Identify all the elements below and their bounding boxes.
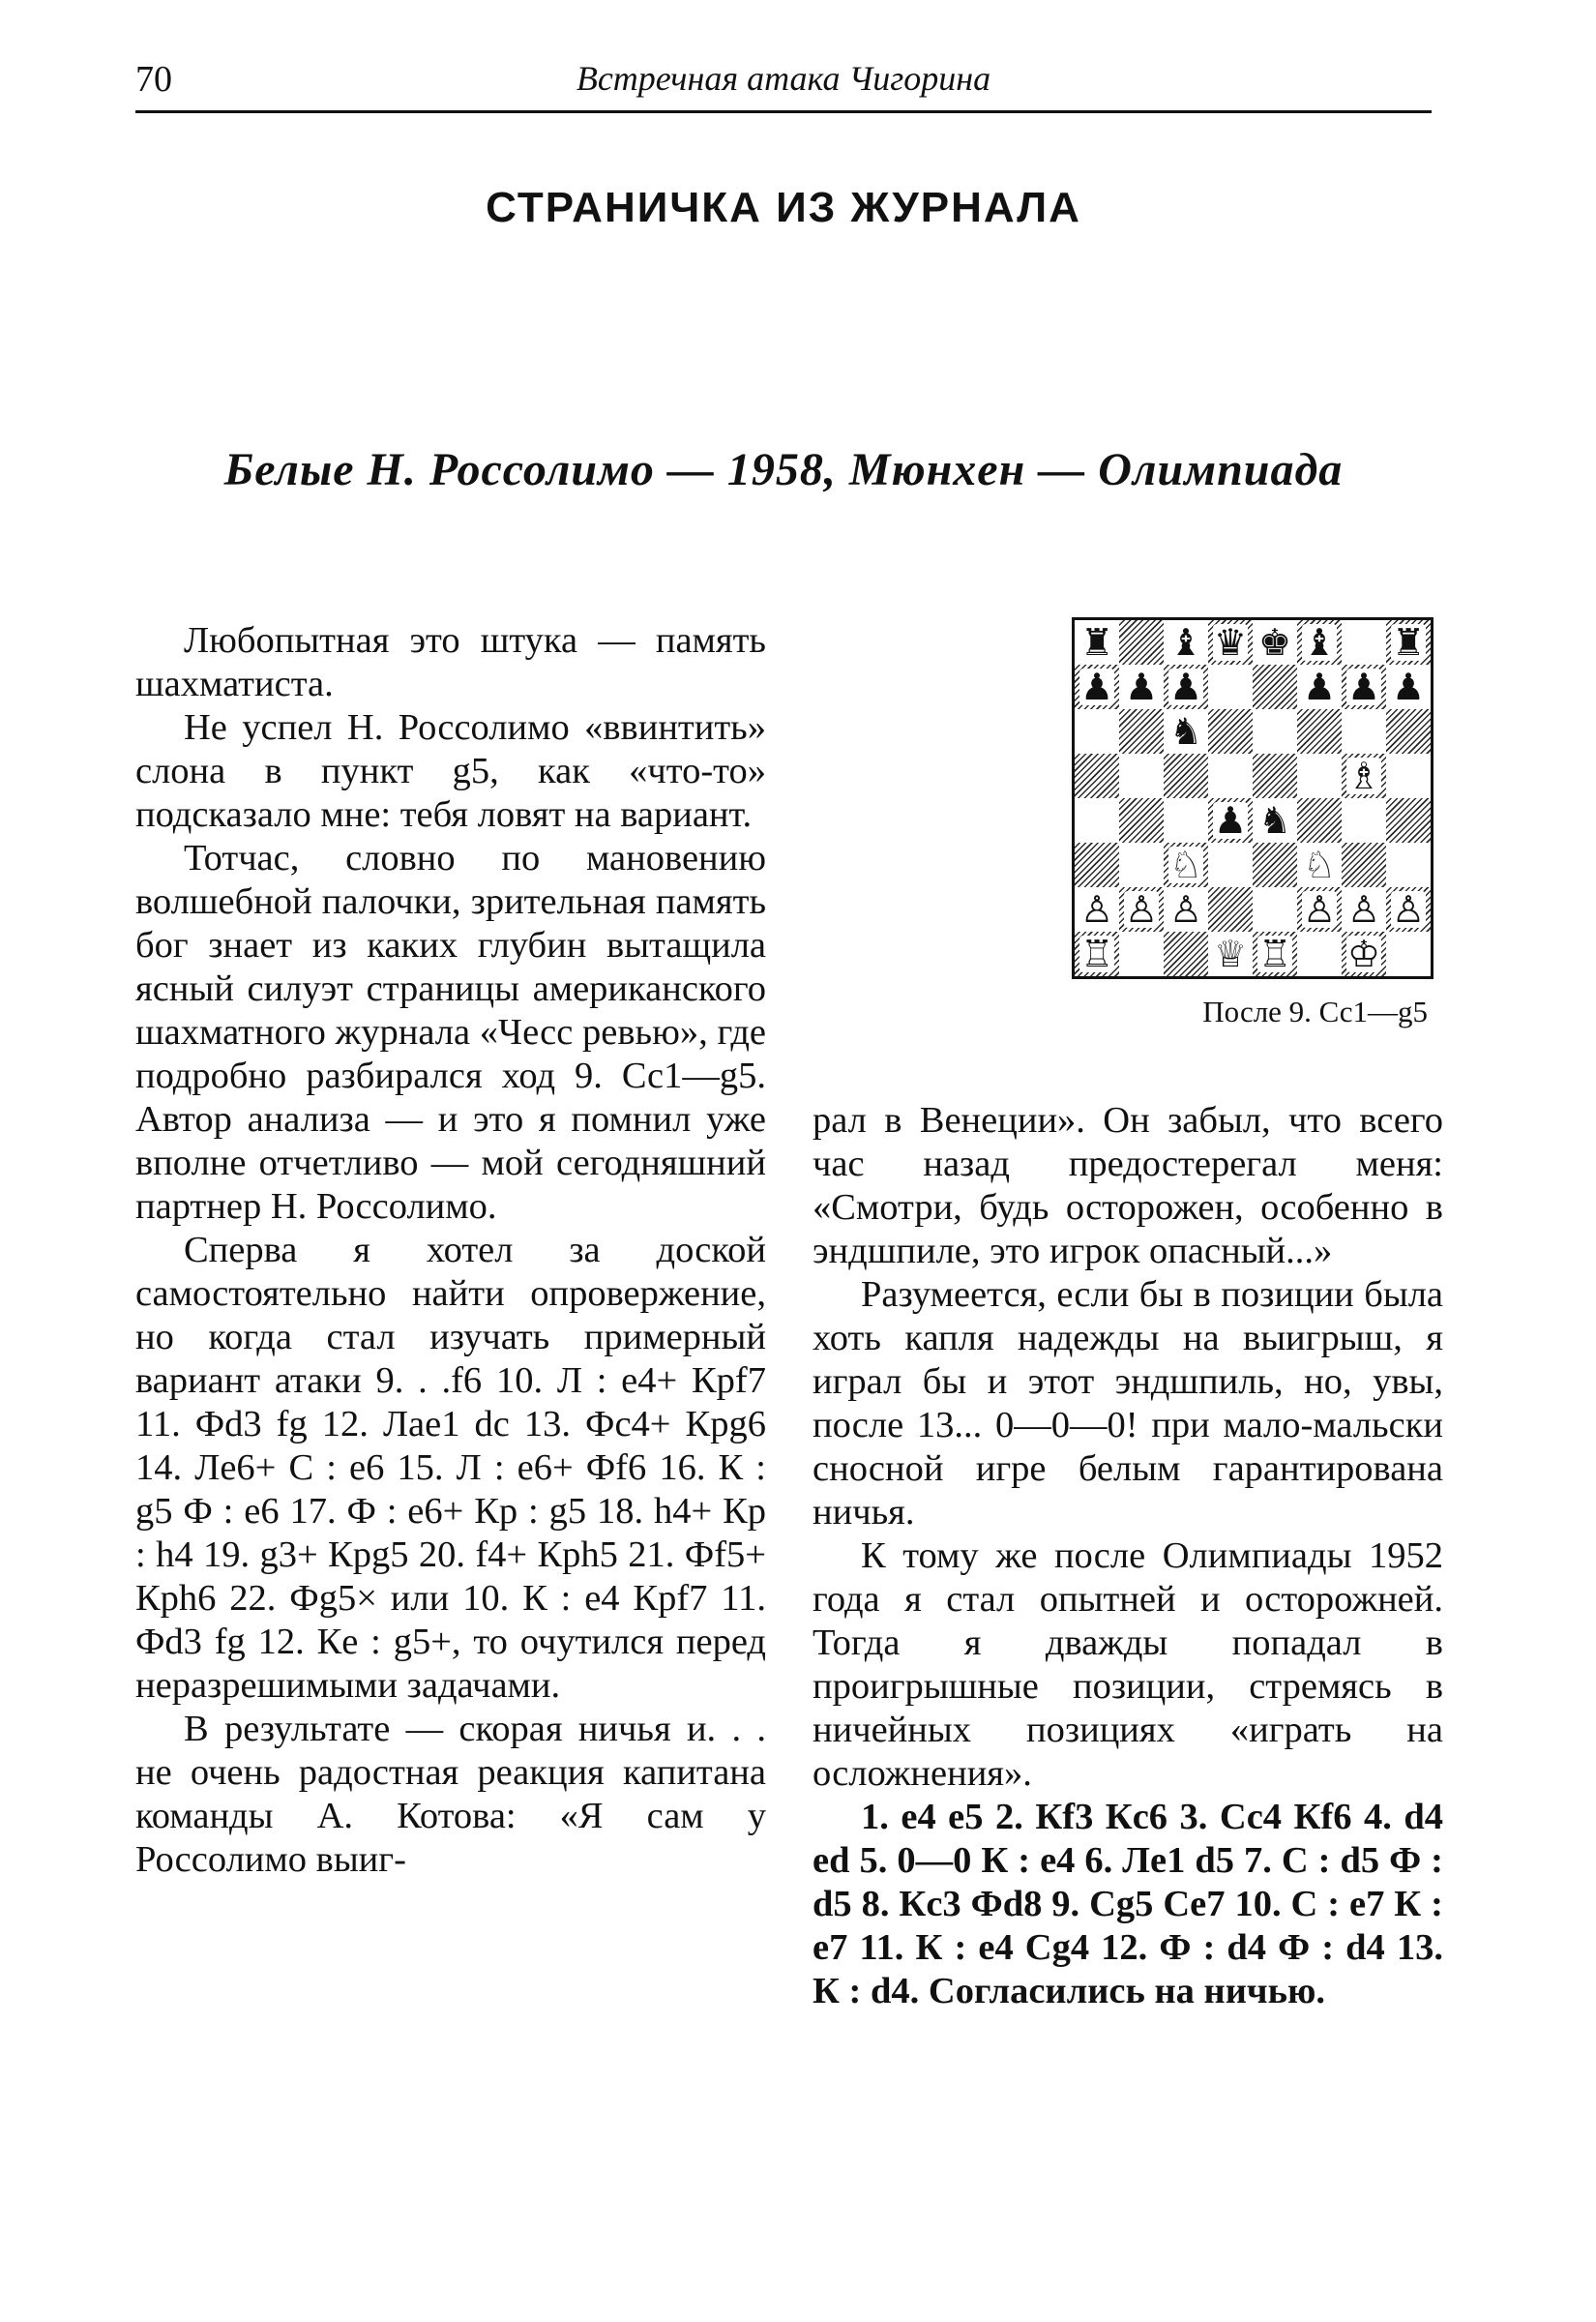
square-d8 — [1208, 620, 1253, 665]
chess-piece-icon: ♙ — [1302, 888, 1337, 931]
square-a8 — [1075, 620, 1119, 665]
square-c2 — [1164, 887, 1208, 932]
square-a3 — [1075, 843, 1119, 887]
chess-piece-icon: ♝ — [1168, 621, 1203, 664]
square-b2 — [1119, 887, 1164, 932]
chess-piece-icon: ♟ — [1391, 666, 1426, 708]
square-a5 — [1075, 754, 1119, 798]
square-c3 — [1164, 843, 1208, 887]
square-f3 — [1297, 843, 1342, 887]
square-d4 — [1208, 798, 1253, 843]
right-column — [813, 1099, 1443, 2013]
square-a4 — [1075, 798, 1119, 843]
square-e1 — [1253, 932, 1297, 976]
square-b8 — [1119, 620, 1164, 665]
chess-piece-icon: ♙ — [1346, 888, 1381, 931]
chess-piece-icon: ♖ — [1257, 933, 1292, 975]
diagram-caption: После 9. Сс1—g5 — [1202, 995, 1428, 1028]
paragraph: Любопытная это штука — память шахматиста. — [135, 620, 766, 704]
paragraph: В результате — скорая ничья и. . . не очень радостная реакция капитана команды А. Котова: «Я сам у Россолимо выиг- — [135, 1709, 766, 1880]
chess-piece-icon: ♟ — [1079, 666, 1114, 708]
chess-piece-icon: ♙ — [1391, 888, 1426, 931]
square-h2 — [1386, 887, 1431, 932]
square-c5 — [1164, 754, 1208, 798]
chess-piece-icon: ♟ — [1213, 799, 1248, 842]
square-g2 — [1342, 887, 1386, 932]
square-h8 — [1386, 620, 1431, 665]
square-g5 — [1342, 754, 1386, 798]
square-c6 — [1164, 709, 1208, 754]
square-d6 — [1208, 709, 1253, 754]
square-e7 — [1253, 665, 1297, 709]
paragraph: Не успел Н. Россолимо «ввинтить» слона в пункт g5, как «что-то» подсказало мне: тебя ловят на вариант. — [135, 707, 766, 835]
square-g7 — [1342, 665, 1386, 709]
chess-piece-icon: ♖ — [1079, 933, 1114, 975]
square-h6 — [1386, 709, 1431, 754]
chess-piece-icon: ♙ — [1079, 888, 1114, 931]
square-e8 — [1253, 620, 1297, 665]
square-b5 — [1119, 754, 1164, 798]
square-b4 — [1119, 798, 1164, 843]
square-c1 — [1164, 932, 1208, 976]
square-a2 — [1075, 887, 1119, 932]
square-e4 — [1253, 798, 1297, 843]
square-h5 — [1386, 754, 1431, 798]
square-d1 — [1208, 932, 1253, 976]
square-g3 — [1342, 843, 1386, 887]
paragraph: Сперва я хотел за доской самостоятельно найти опровержение, но когда стал изучать примерный вариант атаки 9. . .f6 10. Л : e4+ Крf7 11. Фd3 fg 12. Лae1 dc 13. Фс4+ Крg6 14. Лe6+ С : e6 15. Л : e6+ Фf6 16. К : g5 Ф : e6 17. Ф : e6+ Кр : g5 18. h4+ Кр : h4 19. g3+ Крg5 20. f4+ Крh5 21. Фf5+ Крh6 22. Фg5× или 10. К : e4 Крf7 11. Фd3 fg 12. Кe : g5+, то очутился перед неразрешимыми задачами. — [135, 1230, 766, 1706]
page-header — [135, 58, 1432, 110]
square-h7 — [1386, 665, 1431, 709]
square-a7 — [1075, 665, 1119, 709]
chess-diagram — [1072, 617, 1433, 1029]
chess-piece-icon: ♙ — [1168, 888, 1203, 931]
chess-piece-icon: ♛ — [1213, 621, 1248, 664]
square-e6 — [1253, 709, 1297, 754]
square-h4 — [1386, 798, 1431, 843]
square-g1 — [1342, 932, 1386, 976]
chess-piece-icon: ♘ — [1168, 844, 1203, 886]
square-b7 — [1119, 665, 1164, 709]
square-f8 — [1297, 620, 1342, 665]
square-g6 — [1342, 709, 1386, 754]
chess-piece-icon: ♟ — [1124, 666, 1159, 708]
chess-piece-icon: ♚ — [1257, 621, 1292, 664]
square-b1 — [1119, 932, 1164, 976]
square-e3 — [1253, 843, 1297, 887]
square-b3 — [1119, 843, 1164, 887]
square-f4 — [1297, 798, 1342, 843]
square-e2 — [1253, 887, 1297, 932]
square-d2 — [1208, 887, 1253, 932]
chess-piece-icon: ♙ — [1124, 888, 1159, 931]
chess-piece-icon: ♟ — [1168, 666, 1203, 708]
square-c7 — [1164, 665, 1208, 709]
page-number: 70 — [135, 59, 172, 100]
paragraph: К тому же после Олимпиады 1952 года я стал опытней и осторожней. Тогда я дважды попадал в проигрышные позиции, стремясь в ничейных позициях «играть на осложнения». — [813, 1535, 1443, 1794]
chess-piece-icon: ♝ — [1302, 621, 1337, 664]
square-c8 — [1164, 620, 1208, 665]
header-rule — [135, 110, 1432, 113]
square-d7 — [1208, 665, 1253, 709]
square-a6 — [1075, 709, 1119, 754]
square-b6 — [1119, 709, 1164, 754]
paragraph: Тотчас, словно по мановению волшебной палочки, зрительная память бог знает из каких глубин вытащила ясный силуэт страницы американского шахматного журнала «Чесс ревью», где подробно разбирался ход 9. Сс1—g5. Автор анализа — и это я помнил уже вполне отчетливо — мой сегодняшний партнер Н. Россолимо. — [135, 838, 766, 1227]
chess-piece-icon: ♔ — [1346, 933, 1381, 975]
game-heading: Белые Н. Россолимо — 1958, Мюнхен — Олимпиада — [223, 444, 1344, 495]
square-d3 — [1208, 843, 1253, 887]
paragraph-continuation: рал в Венеции». Он забыл, что всего час назад предостерегал меня: «Смотри, будь осторожен, особенно в эндшпиле, это игрок опасный...» — [813, 1100, 1443, 1271]
chess-piece-icon: ♟ — [1346, 666, 1381, 708]
left-column — [135, 619, 766, 1882]
chess-piece-icon: ♗ — [1346, 755, 1381, 797]
square-f5 — [1297, 754, 1342, 798]
chess-piece-icon: ♞ — [1257, 799, 1292, 842]
chess-piece-icon: ♘ — [1302, 844, 1337, 886]
square-c4 — [1164, 798, 1208, 843]
paragraph: Разумеется, если бы в позиции была хоть капля надежды на выигрыш, я играл бы и этот эндшпиль, но, увы, после 13... 0—0—0! при мало-мальски сносной игре белым гарантирована ничья. — [813, 1274, 1443, 1533]
game-moves: 1. e4 e5 2. Кf3 Кc6 3. Сc4 Кf6 4. d4 ed 5. 0—0 К : e4 6. Лe1 d5 7. С : d5 Ф : d5 8. Кc3 Фd8 9. Сg5 Сe7 10. С : e7 К : e7 11. К : e4 Сg4 12. Ф : d4 Ф : d4 13. К : d4. Согласились на ничью. — [813, 1797, 1443, 2011]
chess-piece-icon: ♕ — [1213, 933, 1248, 975]
square-f6 — [1297, 709, 1342, 754]
square-h1 — [1386, 932, 1431, 976]
chess-piece-icon: ♜ — [1079, 621, 1114, 664]
square-g4 — [1342, 798, 1386, 843]
chess-board — [1072, 617, 1433, 979]
square-f2 — [1297, 887, 1342, 932]
square-e5 — [1253, 754, 1297, 798]
chess-piece-icon: ♜ — [1391, 621, 1426, 664]
square-f1 — [1297, 932, 1342, 976]
square-f7 — [1297, 665, 1342, 709]
square-g8 — [1342, 620, 1386, 665]
square-h3 — [1386, 843, 1431, 887]
square-d5 — [1208, 754, 1253, 798]
running-title: Встречная атака Чигорина — [576, 59, 991, 98]
square-a1 — [1075, 932, 1119, 976]
chess-piece-icon: ♞ — [1168, 710, 1203, 753]
chess-piece-icon: ♟ — [1302, 666, 1337, 708]
section-title: СТРАНИЧКА ИЗ ЖУРНАЛА — [486, 184, 1081, 231]
